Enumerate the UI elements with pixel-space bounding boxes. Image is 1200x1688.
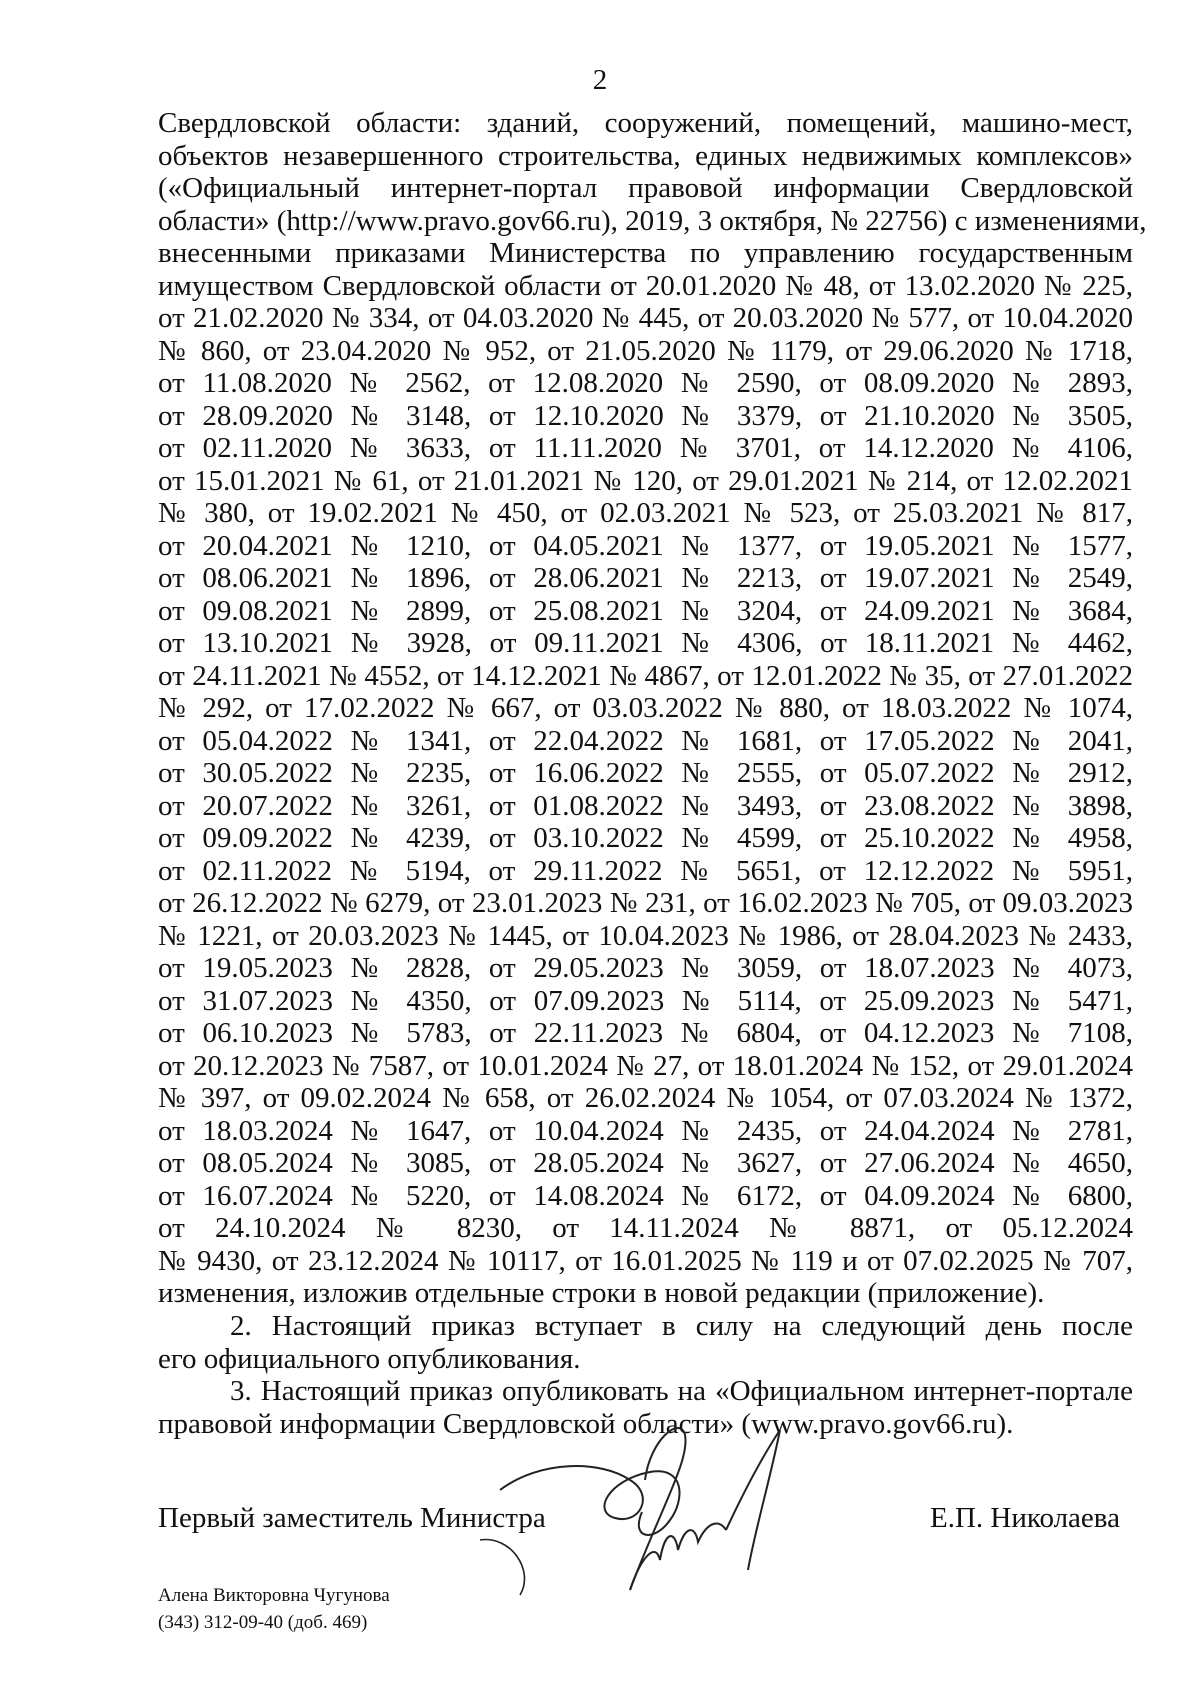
text-line: изменения, изложив отдельные строки в новой редакции (приложение). (158, 1277, 1045, 1309)
text-line: № 1221, от 20.03.2023 № 1445, от 10.04.2023 № 1986, от 28.04.2023 № 2433, (158, 919, 1133, 952)
text-line: от 20.12.2023 № 7587, от 10.01.2024 № 27, от 18.01.2024 № 152, от 29.01.2024 (158, 1049, 1133, 1082)
text-line: от 18.03.2024 № 1647, от 10.04.2024 № 2435, от 24.04.2024 № 2781, (158, 1114, 1133, 1147)
page-number: 2 (592, 64, 608, 96)
text-line: от 16.07.2024 № 5220, от 14.08.2024 № 6172, от 04.09.2024 № 6800, (158, 1179, 1133, 1212)
text-line: от 05.04.2022 № 1341, от 22.04.2022 № 1681, от 17.05.2022 № 2041, (158, 724, 1133, 757)
text-line: от 08.06.2021 № 1896, от 28.06.2021 № 2213, от 19.07.2021 № 2549, (158, 562, 1133, 594)
text-line: области» (http://www.pravo.gov66.ru), 2019, 3 октября, № 22756) с изменениями, (158, 204, 1147, 237)
text-line: от 09.09.2022 № 4239, от 03.10.2022 № 4599, от 25.10.2022 № 4958, (158, 822, 1133, 854)
text-line: № 397, от 09.02.2024 № 658, от 26.02.2024 № 1054, от 07.03.2024 № 1372, (158, 1082, 1133, 1114)
text-line: от 20.04.2021 № 1210, от 04.05.2021 № 1377, от 19.05.2021 № 1577, (158, 529, 1133, 562)
text-line: Свердловской области: зданий, сооружений, помещений, машино-мест, (158, 107, 1133, 139)
text-line: № 9430, от 23.12.2024 № 10117, от 16.01.2025 № 119 и от 07.02.2025 № 707, (158, 1244, 1133, 1277)
text-line: 2. Настоящий приказ вступает в силу на следующий день после (230, 1310, 1133, 1342)
text-line: от 24.10.2024 № 8230, от 14.11.2024 № 8871, от 05.12.2024 (158, 1212, 1133, 1244)
text-line: от 13.10.2021 № 3928, от 09.11.2021 № 4306, от 18.11.2021 № 4462, (158, 627, 1133, 659)
signatory-name: Е.П. Николаева (929, 1502, 1120, 1534)
text-line: от 06.10.2023 № 5783, от 22.11.2023 № 6804, от 04.12.2023 № 7108, (158, 1017, 1133, 1049)
signatory-title: Первый заместитель Министра (158, 1502, 546, 1534)
text-line: от 08.05.2024 № 3085, от 28.05.2024 № 3627, от 27.06.2024 № 4650, (158, 1147, 1133, 1179)
executor-phone: (343) 312-09-40 (доб. 469) (158, 1612, 368, 1633)
text-line: от 21.02.2020 № 334, от 04.03.2020 № 445, от 20.03.2020 № 577, от 10.04.2020 (158, 302, 1133, 334)
text-line: от 11.08.2020 № 2562, от 12.08.2020 № 2590, от 08.09.2020 № 2893, (158, 367, 1133, 399)
body-text (158, 107, 1147, 1310)
text-line: от 19.05.2023 № 2828, от 29.05.2023 № 3059, от 18.07.2023 № 4073, (158, 952, 1133, 984)
text-line: от 26.12.2022 № 6279, от 23.01.2023 № 231, от 16.02.2023 № 705, от 09.03.2023 (158, 887, 1133, 919)
text-line: от 09.08.2021 № 2899, от 25.08.2021 № 3204, от 24.09.2021 № 3684, (158, 594, 1133, 627)
text-line: от 30.05.2022 № 2235, от 16.06.2022 № 2555, от 05.07.2022 № 2912, (158, 757, 1133, 789)
text-line: 3. Настоящий приказ опубликовать на «Официальном интернет-портале (230, 1375, 1133, 1407)
text-line: от 31.07.2023 № 4350, от 07.09.2023 № 5114, от 25.09.2023 № 5471, (158, 984, 1133, 1017)
text-line: от 02.11.2022 № 5194, от 29.11.2022 № 5651, от 12.12.2022 № 5951, (158, 854, 1133, 887)
text-line: № 380, от 19.02.2021 № 450, от 02.03.2021 № 523, от 25.03.2021 № 817, (158, 497, 1133, 529)
executor-name: Алена Викторовна Чугунова (158, 1585, 390, 1606)
text-line: имуществом Свердловской области от 20.01.2020 № 48, от 13.02.2020 № 225, (158, 269, 1133, 302)
text-line: от 15.01.2021 № 61, от 21.01.2021 № 120, от 29.01.2021 № 214, от 12.02.2021 (158, 464, 1133, 497)
text-line: от 20.07.2022 № 3261, от 01.08.2022 № 3493, от 23.08.2022 № 3898, (158, 789, 1133, 822)
text-line: («Официальный интернет-портал правовой информации Свердловской (158, 172, 1133, 204)
paragraph-2 (158, 1310, 1133, 1375)
text-line: № 860, от 23.04.2020 № 952, от 21.05.2020 № 1179, от 29.06.2020 № 1718, (158, 334, 1133, 367)
text-line: от 02.11.2020 № 3633, от 11.11.2020 № 3701, от 14.12.2020 № 4106, (158, 432, 1133, 464)
text-line: объектов незавершенного строительства, единых недвижимых комплексов» (158, 139, 1133, 172)
text-line: от 24.11.2021 № 4552, от 14.12.2021 № 4867, от 12.01.2022 № 35, от 27.01.2022 (158, 659, 1133, 692)
text-line: правовой информации Свердловской области» (www.pravo.gov66.ru). (158, 1407, 1014, 1440)
text-line: его официального опубликования. (158, 1342, 581, 1375)
text-line: от 28.09.2020 № 3148, от 12.10.2020 № 3379, от 21.10.2020 № 3505, (158, 399, 1133, 432)
text-line: внесенными приказами Министерства по управлению государственным (158, 237, 1133, 269)
text-line: № 292, от 17.02.2022 № 667, от 03.03.2022 № 880, от 18.03.2022 № 1074, (158, 692, 1133, 724)
